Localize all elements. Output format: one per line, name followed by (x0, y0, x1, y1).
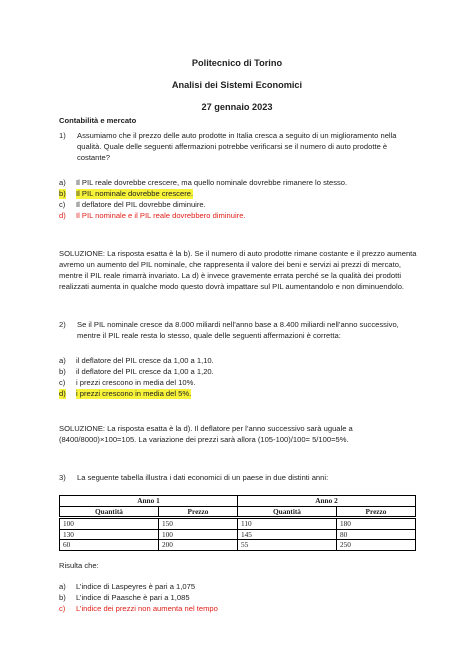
option-letter: c) (59, 378, 66, 387)
correct-option-text: i prezzi crescono in media del 5%. (76, 389, 192, 398)
table-cell: 110 (237, 518, 336, 530)
solution-text-line: realizzati aumenta in qualche modo questo dovrà impattare sul PIL aumentandolo e non diminuendolo. (59, 282, 405, 291)
table-cell: 100 (158, 529, 237, 540)
economic-data-table (59, 495, 416, 551)
option-text: Il PIL reale dovrebbe crescere, ma quello nominale dovrebbe rimanere lo stesso. (76, 178, 348, 187)
option-letter: c) (59, 604, 66, 613)
option-text: il deflatore del PIL cresce da 1,00 a 1,20. (76, 367, 214, 376)
table-cell: 130 (60, 529, 159, 540)
option-text: il deflatore del PIL cresce da 1,00 a 1,10. (76, 356, 214, 365)
solution-text-line: mentre il PIL reale rimarrà invariato. La d) è invece gravemente errata perché se la qualità dei prodotti (59, 271, 402, 280)
wrong-option-text: L’indice dei prezzi non aumenta nel tempo (76, 604, 218, 613)
solution-text-line: SOLUZIONE: La risposta esatta è la b). Se il numero di auto prodotte rimane costante e il prezzo aumenta (59, 249, 417, 258)
question-text-line: mentre il PIL reale resta lo stesso, quale delle seguenti affermazioni è corretta: (77, 331, 341, 340)
question-text-line: Se il PIL nominale cresce da 8.000 miliardi nell’anno base a 8.400 miliardi nell’anno successivo, (77, 320, 399, 329)
option-letter: d) (59, 211, 66, 220)
column-header-price: Prezzo (158, 506, 237, 518)
institution-title: Politecnico di Torino (191, 58, 283, 68)
option-letter: a) (59, 356, 66, 365)
question-text-line: Assumiamo che il prezzo delle auto prodotte in Italia cresca a seguito di un miglioramento nella (77, 131, 397, 140)
option-letter: d) (59, 389, 66, 398)
section-title: Contabilità e mercato (59, 116, 137, 125)
column-header-quantity: Quantità (237, 506, 336, 518)
option-text: L’indice di Laspeyres è pari a 1,075 (76, 582, 196, 591)
column-header-quantity: Quantità (60, 506, 159, 518)
question-number: 3) (59, 473, 66, 482)
table-cell: 100 (60, 518, 159, 530)
question-text-line: La seguente tabella illustra i dati economici di un paese in due distinti anni: (77, 473, 329, 482)
table-cell: 180 (336, 518, 415, 530)
table-row (60, 540, 416, 551)
question-number: 1) (59, 131, 66, 140)
table-cell: 150 (158, 518, 237, 530)
option-letter: b) (59, 189, 66, 198)
table-cell: 55 (237, 540, 336, 551)
table-cell: 200 (158, 540, 237, 551)
solution-text-line: SOLUZIONE: La risposta esatta è la d). Il deflatore per l’anno successivo sarà uguale a (59, 424, 353, 433)
option-text: L’indice di Paasche è pari a 1,085 (76, 593, 190, 602)
question-text-line: qualità. Quale delle seguenti affermazioni potrebbe verificarsi se il numero di auto prodotte è (77, 142, 388, 151)
solution-text-line: (8400/8000)×100=105. La variazione dei prezzi sarà allora (105-100)/100= 5/100=5%. (59, 435, 349, 444)
option-letter: a) (59, 178, 66, 187)
option-text: Il deflatore del PIL dovrebbe diminuire. (76, 200, 206, 209)
column-header-price: Prezzo (336, 506, 415, 518)
option-letter: b) (59, 367, 66, 376)
option-letter: c) (59, 200, 66, 209)
option-letter: a) (59, 582, 66, 591)
table-cell: 60 (60, 540, 159, 551)
solution-text-line: avremo un aumento del PIL nominale, che rappresenta il valore dei beni e servizi ai prezzi di mercato, (59, 260, 402, 269)
option-letter: b) (59, 593, 66, 602)
question-number: 2) (59, 320, 66, 329)
table-cell: 80 (336, 529, 415, 540)
table-column-header-row (60, 506, 416, 518)
table-cell: 145 (237, 529, 336, 540)
year-2-header: Anno 2 (237, 496, 415, 507)
correct-option-text: Il PIL nominale dovrebbe crescere. (76, 189, 194, 198)
wrong-option-text: Il PIL nominale e il PIL reale dovrebbero diminuire. (76, 211, 246, 220)
table-row (60, 518, 416, 530)
result-label: Risulta che: (59, 561, 99, 570)
option-text: i prezzi crescono in media del 10%. (76, 378, 196, 387)
table-year-header-row (60, 496, 416, 507)
table-cell: 250 (336, 540, 415, 551)
year-1-header: Anno 1 (60, 496, 238, 507)
table-row (60, 529, 416, 540)
question-text-line: costante? (77, 153, 110, 162)
exam-date: 27 gennaio 2023 (201, 102, 273, 112)
course-title: Analisi dei Sistemi Economici (171, 80, 303, 90)
